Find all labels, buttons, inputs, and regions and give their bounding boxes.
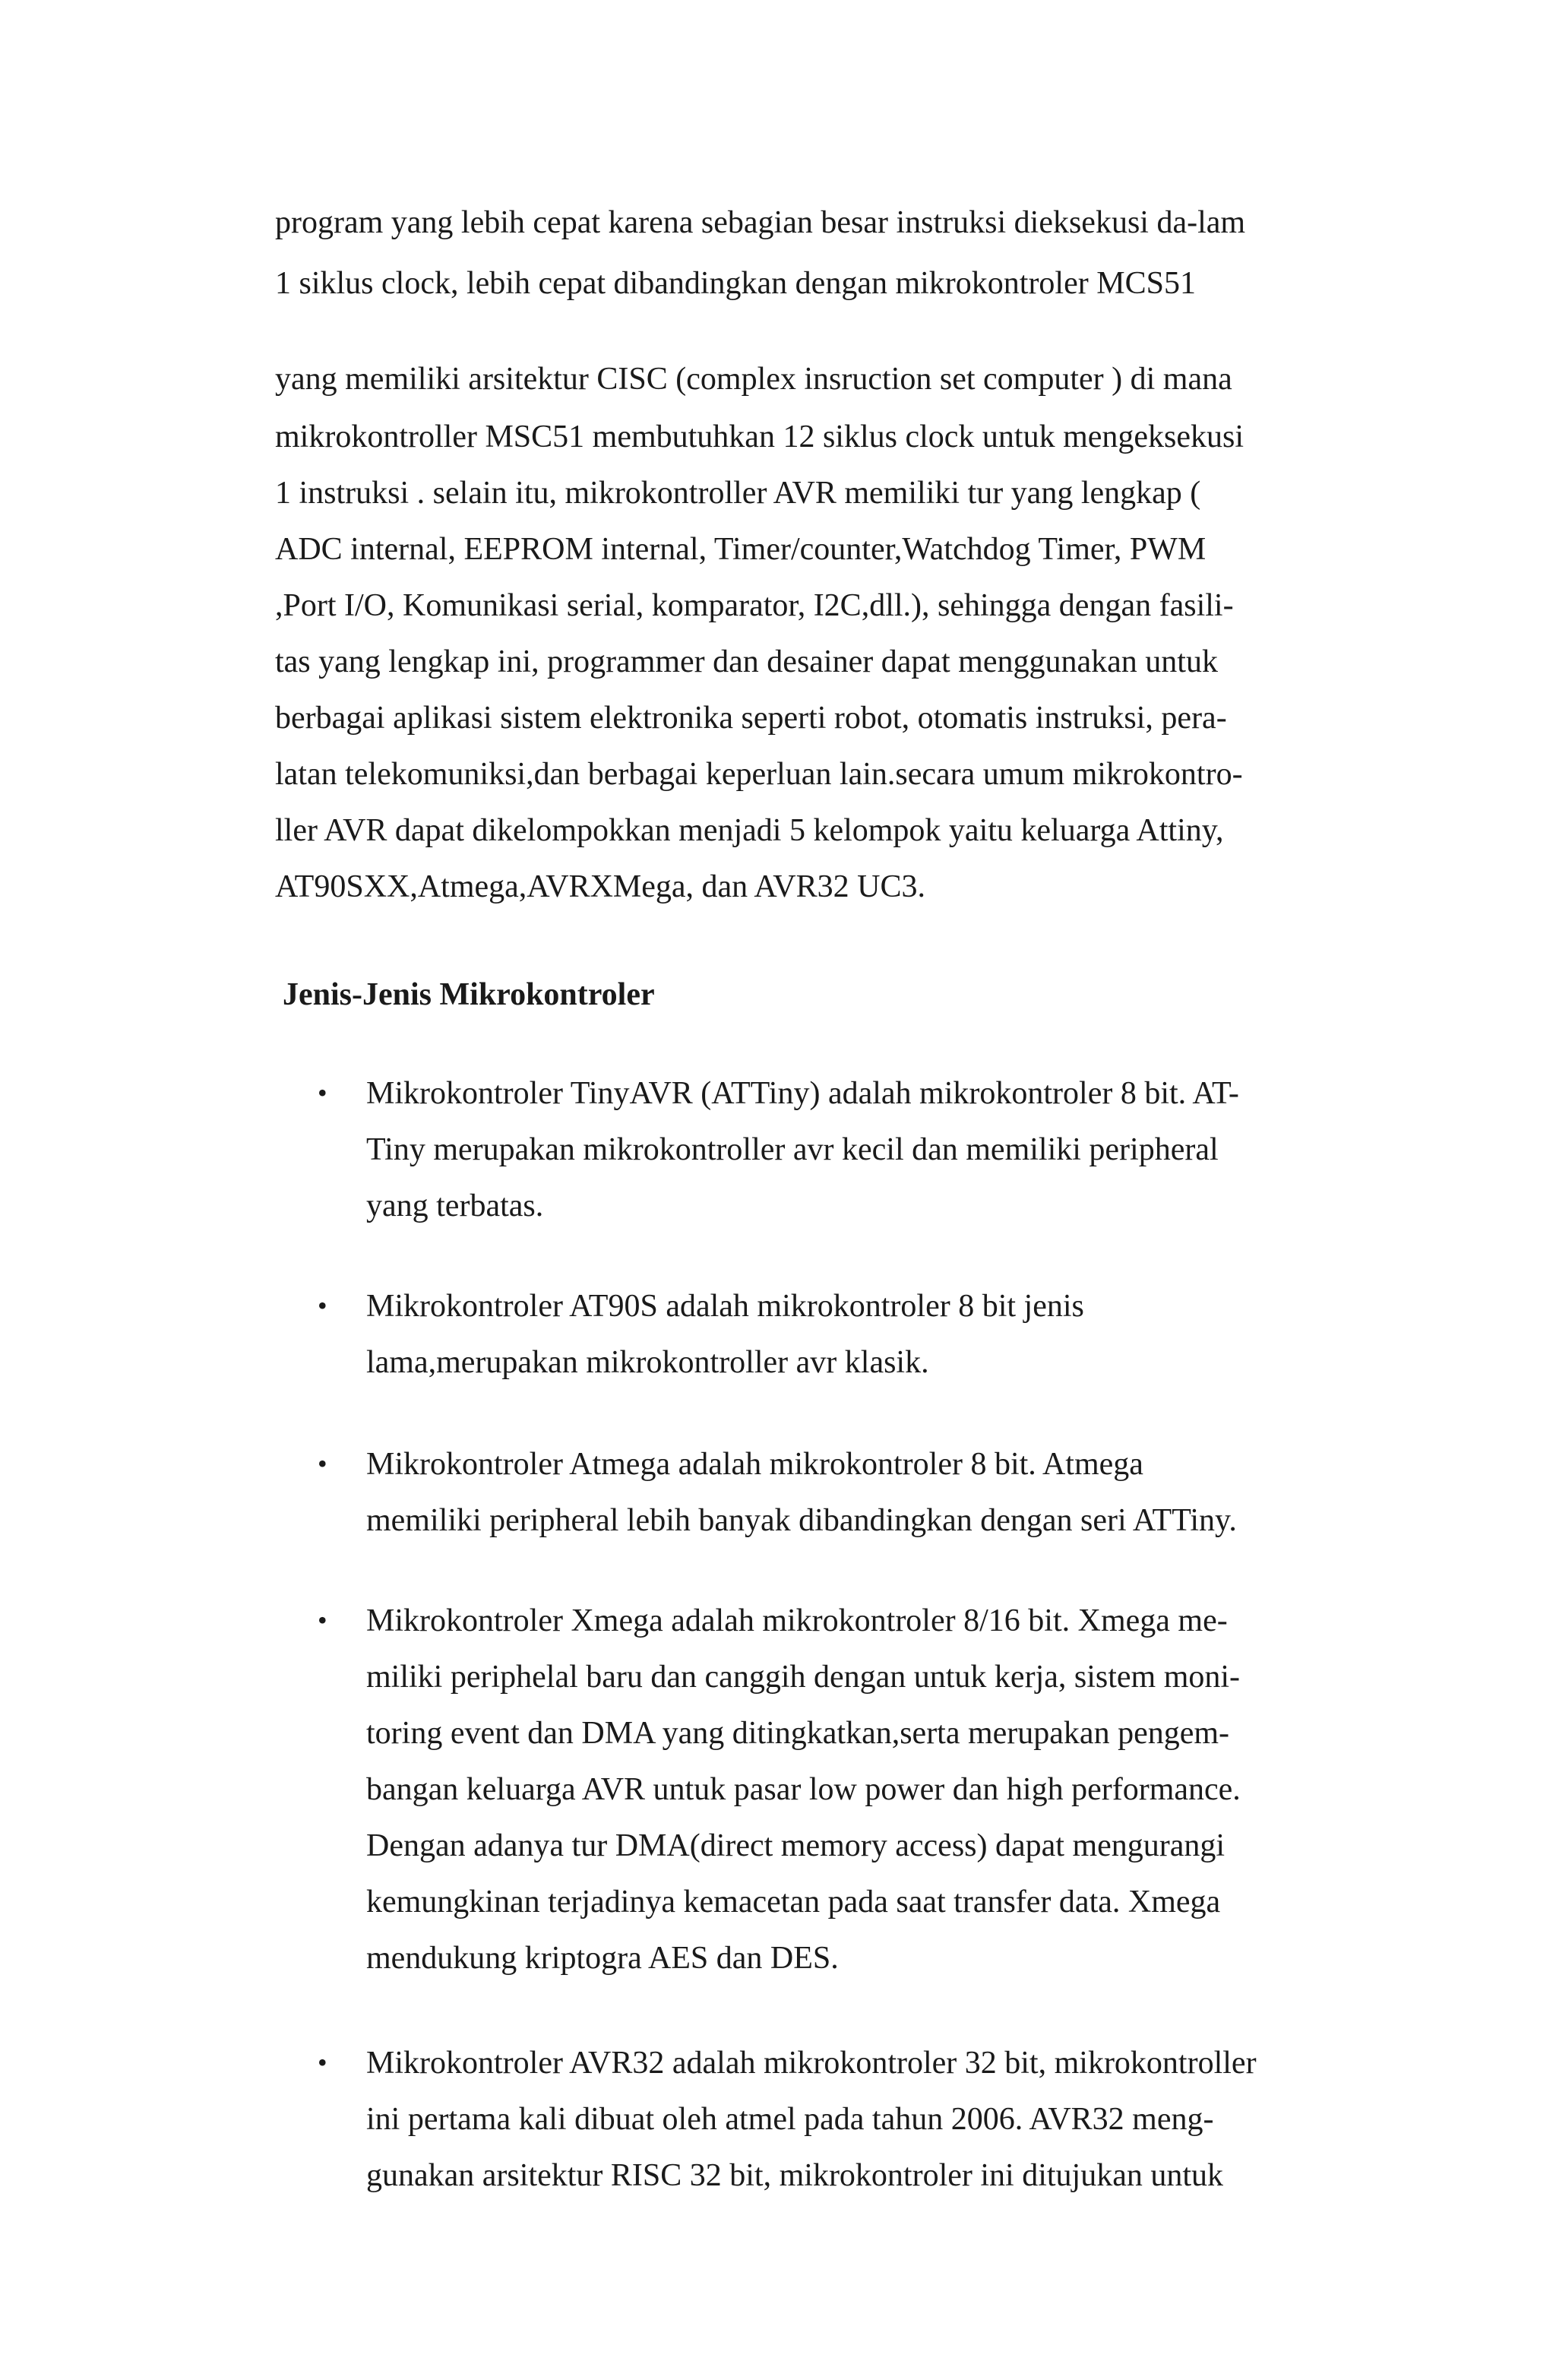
paragraph-line: AT90SXX,Atmega,AVRXMega, dan AVR32 UC3. [275, 869, 925, 904]
list-item-line: memiliki peripheral lebih banyak dibandingkan dengan seri ATTiny. [366, 1503, 1237, 1538]
paragraph-line: yang memiliki arsitektur CISC (complex insruction set computer ) di mana [275, 362, 1232, 397]
paragraph-line: tas yang lengkap ini, programmer dan desainer dapat menggunakan untuk [275, 644, 1218, 679]
paragraph-line: ,Port I/O, Komunikasi serial, komparator, I2C,dll.), sehingga dengan fasili- [275, 588, 1234, 623]
list-item-line: ini pertama kali dibuat oleh atmel pada tahun 2006. AVR32 meng- [366, 2102, 1214, 2137]
list-item-line: gunakan arsitektur RISC 32 bit, mikrokontroler ini ditujukan untuk [366, 2158, 1224, 2193]
list-item-line: mendukung kriptogra AES dan DES. [366, 1941, 839, 1976]
bullet-icon: • [318, 1605, 327, 1635]
list-item-line: Dengan adanya tur DMA(direct memory access) dapat mengurangi [366, 1828, 1226, 1863]
paragraph-line: program yang lebih cepat karena sebagian besar instruksi dieksekusi da-lam [275, 205, 1246, 240]
list-item-line: kemungkinan terjadinya kemacetan pada saat transfer data. Xmega [366, 1885, 1221, 1920]
section-heading: Jenis-Jenis Mikrokontroler [283, 977, 655, 1012]
list-item-line: Mikrokontroler AT90S adalah mikrokontroler 8 bit jenis [366, 1289, 1084, 1324]
list-item-line: yang terbatas. [366, 1188, 544, 1223]
list-item-line: toring event dan DMA yang ditingkatkan,serta merupakan pengem- [366, 1716, 1230, 1751]
paragraph-line: 1 siklus clock, lebih cepat dibandingkan dengan mikrokontroler MCS51 [275, 266, 1196, 301]
paragraph-line: latan telekomuniksi,dan berbagai keperluan lain.secara umum mikrokontro- [275, 757, 1243, 792]
bullet-icon: • [318, 1078, 327, 1108]
paragraph-line: berbagai aplikasi sistem elektronika seperti robot, otomatis instruksi, pera- [275, 701, 1227, 736]
list-item-line: bangan keluarga AVR untuk pasar low power dan high performance. [366, 1772, 1241, 1807]
list-item-line: lama,merupakan mikrokontroller avr klasik. [366, 1345, 929, 1380]
paragraph-line: ller AVR dapat dikelompokkan menjadi 5 kelompok yaitu keluarga Attiny, [275, 813, 1224, 848]
list-item-line: Mikrokontroler AVR32 adalah mikrokontroler 32 bit, mikrokontroller [366, 2046, 1257, 2081]
list-item-line: Mikrokontroler Xmega adalah mikrokontroler 8/16 bit. Xmega me- [366, 1603, 1228, 1638]
list-item-line: miliki periphelal baru dan canggih dengan untuk kerja, sistem moni- [366, 1660, 1241, 1695]
list-item-line: Mikrokontroler Atmega adalah mikrokontroler 8 bit. Atmega [366, 1447, 1143, 1482]
bullet-icon: • [318, 1448, 327, 1479]
paragraph-line: 1 instruksi . selain itu, mikrokontroller AVR memiliki tur yang lengkap ( [275, 476, 1201, 511]
bullet-icon: • [318, 1290, 327, 1321]
bullet-icon: • [318, 2047, 327, 2078]
list-item-line: Tiny merupakan mikrokontroller avr kecil dan memiliki peripheral [366, 1132, 1219, 1167]
paragraph-line: mikrokontroller MSC51 membutuhkan 12 siklus clock untuk mengeksekusi [275, 419, 1244, 454]
list-item-line: Mikrokontroler TinyAVR (ATTiny) adalah mikrokontroler 8 bit. AT- [366, 1076, 1239, 1111]
paragraph-line: ADC internal, EEPROM internal, Timer/counter,Watchdog Timer, PWM [275, 532, 1207, 567]
